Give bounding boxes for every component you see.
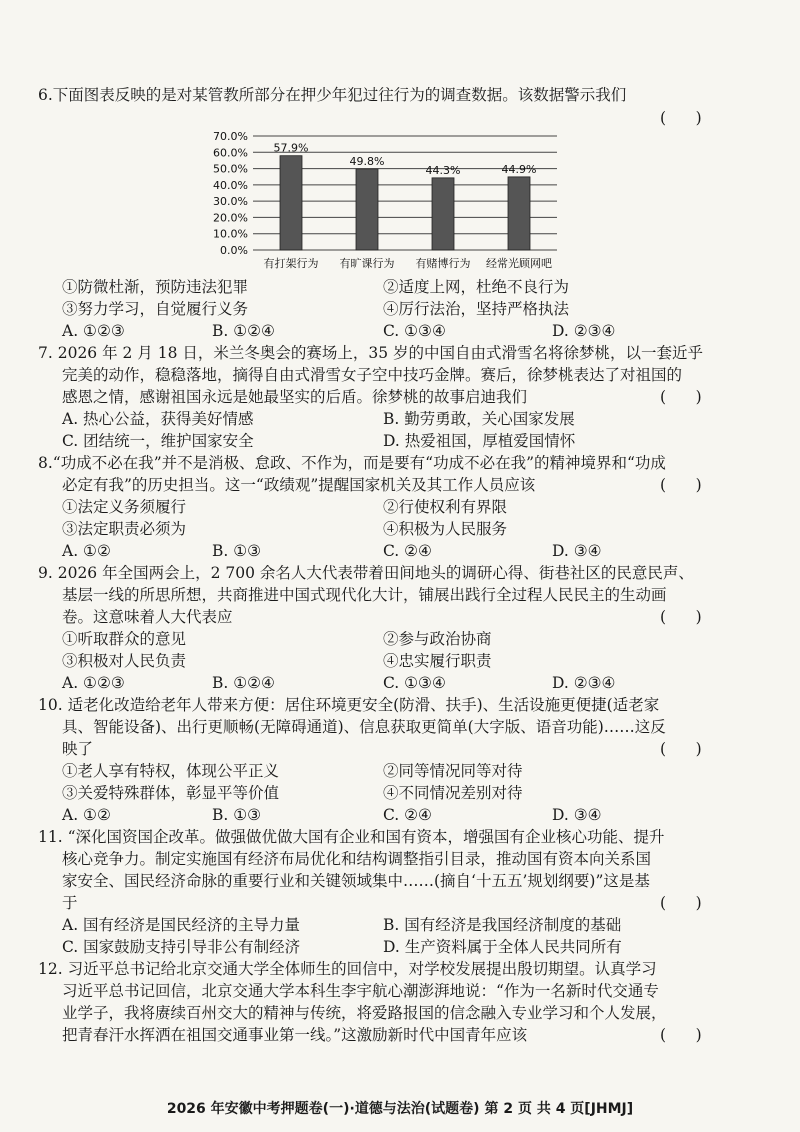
q6-choice-b[interactable]: B. ①②④ [212,322,275,340]
x-category-label: 有打架行为 [263,257,319,270]
q12-stem-line-3: 业学子，我将赓续百州交大的精神与传统，将爱路报国的信念融入专业学习和个人发展， [62,1004,667,1022]
q9-option-3: ③积极对人民负责 [62,652,187,670]
q8-choice-b[interactable]: B. ①③ [212,542,262,560]
q9-choice-d[interactable]: D. ②③④ [552,674,616,692]
q7-stem-line-2: 完美的动作，稳稳落地，摘得自由式滑雪女子空中技巧金牌。赛后，徐梦桃表达了对祖国的 [62,366,683,384]
q9-answer-bracket: ( ) [660,608,702,626]
q8-choice-c[interactable]: C. ②④ [383,542,432,560]
bar [280,156,302,250]
q10-option-4: ④不同情况差别对待 [383,784,523,802]
q10-option-2: ②同等情况同等对待 [383,762,523,780]
page-footer: 2026 年安徽中考押题卷(一)·道德与法治(试题卷) 第 2 页 共 4 页[JHMJ] [166,1101,634,1117]
q8-option-2: ②行使权利有界限 [383,498,508,516]
bar-value-label: 44.9% [501,162,537,176]
q11-stem-line-4: 于 [62,894,78,912]
bar [432,178,454,250]
q6-option-3: ③努力学习，自觉履行义务 [62,300,249,318]
q10-stem-line-3: 映了 [62,740,94,758]
q11-stem-line-3: 家安全、国民经济命脉的重要行业和关键领域集中……(摘自‘十五五’规划纲要)”这是基 [62,872,650,890]
q11-stem-line-1: 11. “深化国资国企改革。做强做优做大国有企业和国有资本，增强国有企业核心功能、提升 [38,828,665,846]
q7-stem-line-1: 7. 2026 年 2 月 18 日，米兰冬奥会的赛场上，35 岁的中国自由式滑雪名将徐梦桃，以一套近乎 [38,344,704,362]
q6-choice-a[interactable]: A. ①②③ [62,322,125,340]
q9-choice-b[interactable]: B. ①②④ [212,674,275,692]
q8-option-4: ④积极为人民服务 [383,520,508,538]
q7-choice-a[interactable]: A. 热心公益，获得美好情感 [62,410,254,428]
q10-choice-b[interactable]: B. ①③ [212,806,262,824]
y-tick-label: 40.0% [213,178,248,192]
y-tick-label: 50.0% [213,162,248,176]
q7-choice-c[interactable]: C. 团结统一，维护国家安全 [62,432,254,450]
q10-option-1: ①老人享有特权，体现公平正义 [62,762,280,780]
bar [508,177,530,250]
q7-choice-d[interactable]: D. 热爱祖国，厚植爱国情怀 [383,432,576,450]
x-category-label: 经常光顾网吧 [486,257,552,270]
y-tick-label: 60.0% [213,146,248,160]
q12-stem-line-1: 12. 习近平总书记给北京交通大学全体师生的回信中，对学校发展提出殷切期望。认真学习 [38,960,657,978]
y-tick-label: 0.0% [220,244,248,257]
q10-choice-c[interactable]: C. ②④ [383,806,432,824]
bar-chart-svg [195,128,575,278]
q8-option-1: ①法定义务须履行 [62,498,187,516]
q9-choice-a[interactable]: A. ①②③ [62,674,125,692]
q11-choice-c[interactable]: C. 国家鼓励支持引导非公有制经济 [62,938,301,956]
q12-stem-line-2: 习近平总书记回信，北京交通大学本科生李宇航心潮澎湃地说：“作为一名新时代交通专 [62,982,659,1000]
q6-option-2: ②适度上网，杜绝不良行为 [383,278,570,296]
y-tick-label: 20.0% [213,211,248,225]
bar [356,169,378,250]
q8-stem-line-1: 8.“功成不必在我”并不是消极、怠政、不作为，而是要有“功成不必在我”的精神境界和“功成 [38,454,666,472]
q6-answer-bracket: ( ) [660,109,702,127]
q8-choice-d[interactable]: D. ③④ [552,542,602,560]
q10-choice-a[interactable]: A. ①② [62,806,111,824]
q11-answer-bracket: ( ) [660,894,702,912]
q9-option-1: ①听取群众的意见 [62,630,187,648]
q11-stem-line-2: 核心竞争力。制定实施国有经济布局优化和结构调整指引目录，推动国有资本向关系国 [62,850,652,868]
q8-choice-a[interactable]: A. ①② [62,542,111,560]
q10-option-3: ③关爱特殊群体，彰显平等价值 [62,784,280,802]
q7-answer-bracket: ( ) [660,388,702,406]
bar-value-label: 49.8% [349,154,385,168]
q6-choice-c[interactable]: C. ①③④ [383,322,446,340]
q8-stem-line-2: 必定有我”的历史担当。这一“政绩观”提醒国家机关及其工作人员应该 [62,476,536,494]
q11-choice-d[interactable]: D. 生产资料属于全体人民共同所有 [383,938,622,956]
q10-stem-line-1: 10. 适老化改造给老年人带来方便：居住环境更安全(防滑、扶手)、生活设施更便捷(适老家 [38,696,660,714]
q6-choice-d[interactable]: D. ②③④ [552,322,616,340]
q11-choice-b[interactable]: B. 国有经济是我国经济制度的基础 [383,916,622,934]
q12-stem-line-4: 把青春汗水挥洒在祖国交通事业第一线。”这激励新时代中国青年应该 [62,1026,528,1044]
q8-option-3: ③法定职责必须为 [62,520,187,538]
q10-answer-bracket: ( ) [660,740,702,758]
q10-stem-line-2: 具、智能设备)、出行更顺畅(无障碍通道)、信息获取更简单(大字版、语音功能)……这反 [62,718,666,736]
y-tick-label: 10.0% [213,227,248,241]
q11-choice-a[interactable]: A. 国有经济是国民经济的主导力量 [62,916,301,934]
q9-option-4: ④忠实履行职责 [383,652,492,670]
y-tick-label: 70.0% [213,130,248,143]
q7-choice-b[interactable]: B. 勤劳勇敢，关心国家发展 [383,410,575,428]
y-tick-label: 30.0% [213,195,248,209]
q7-stem-line-3: 感恩之情，感谢祖国永远是她最坚实的后盾。徐梦桃的故事启迪我们 [62,388,528,406]
q6-option-4: ④厉行法治，坚持严格执法 [383,300,570,318]
x-category-label: 有赌博行为 [415,257,471,270]
q6-stem: 6.下面图表反映的是对某管教所部分在押少年犯过往行为的调查数据。该数据警示我们 [38,86,627,104]
q6-option-1: ①防微杜渐，预防违法犯罪 [62,278,249,296]
q9-stem-line-2: 基层一线的所思所想，共商推进中国式现代化大计，铺展出践行全过程人民民主的生动画 [62,586,667,604]
q8-answer-bracket: ( ) [660,476,702,494]
q9-stem-line-3: 卷。这意味着人大代表应 [62,608,233,626]
x-category-label: 有旷课行为 [339,257,395,270]
q10-choice-d[interactable]: D. ③④ [552,806,602,824]
q9-option-2: ②参与政治协商 [383,630,492,648]
q9-choice-c[interactable]: C. ①③④ [383,674,446,692]
q9-stem-line-1: 9. 2026 年全国两会上，2 700 余名人大代表带着田间地头的调研心得、街巷社区的民意民声、 [38,564,694,582]
bar-value-label: 57.9% [273,141,309,155]
q12-answer-bracket: ( ) [660,1026,702,1044]
bar-value-label: 44.3% [425,163,461,177]
q6-bar-chart [195,128,575,278]
